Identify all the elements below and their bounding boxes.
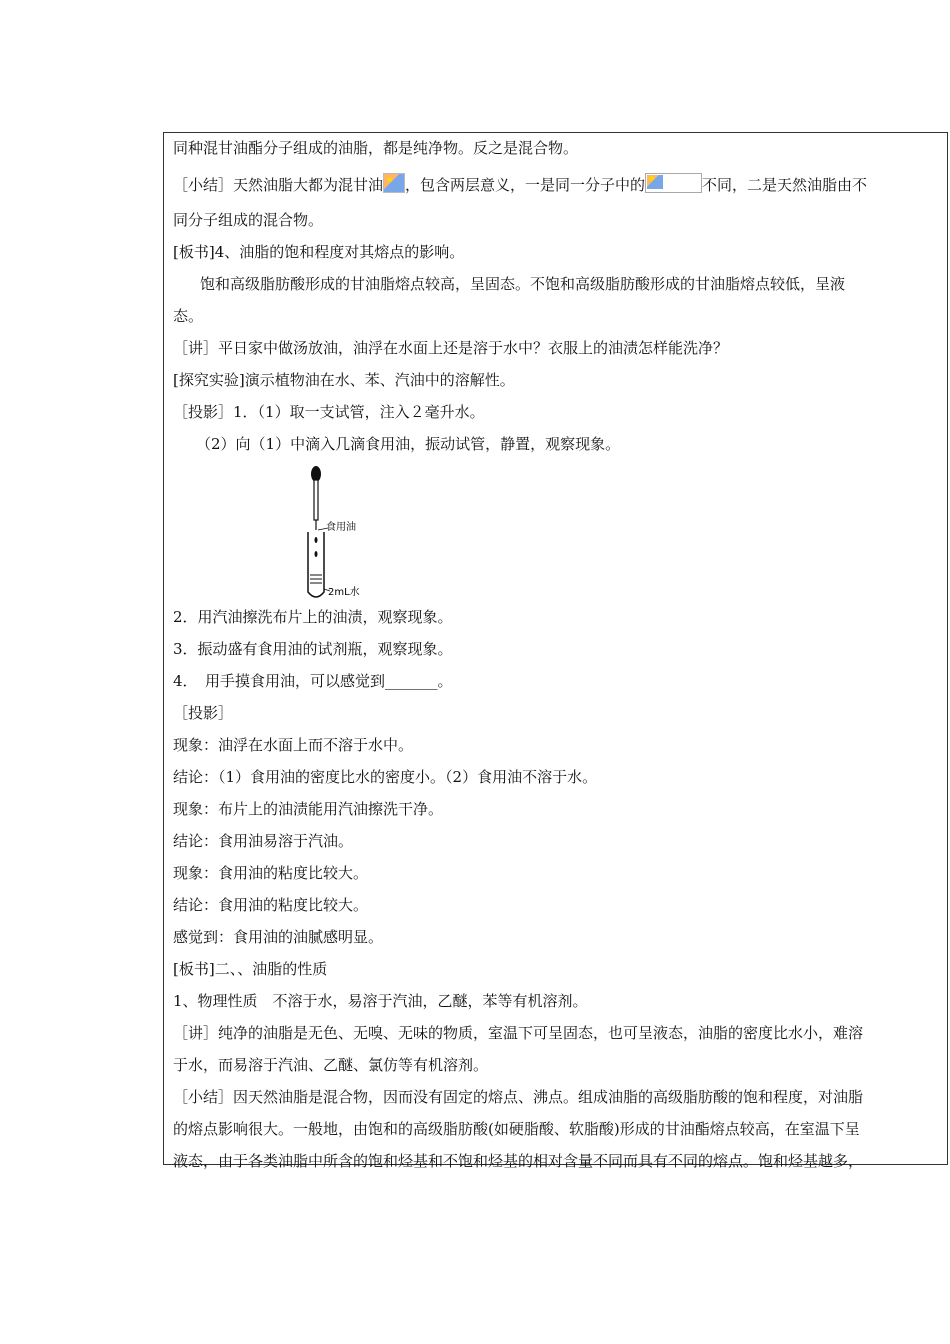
text-line: 1、物理性质 不溶于水，易溶于汽油，乙醚，苯等有机溶剂。	[173, 992, 588, 1010]
text-line: [探究实验]演示植物油在水、苯、汽油中的溶解性。	[173, 371, 515, 389]
text-line: ［讲］平日家中做汤放油，油浮在水面上还是溶于水中？衣服上的油渍怎样能洗净？	[173, 339, 729, 357]
text-line: 2．用汽油擦洗布片上的油渍，观察现象。	[173, 608, 453, 626]
text-line: 3．振动盛有食用油的试剂瓶，观察现象。	[173, 640, 453, 658]
text-line: 4． 用手摸食用油，可以感觉到_______。	[173, 672, 453, 690]
figure-label-oil: 食用油	[326, 522, 356, 533]
text-line: 结论：（1）食用油的密度比水的密度小。（2）食用油不溶于水。	[173, 768, 598, 786]
text-line: 饱和高级脂肪酸形成的甘油脂熔点较高，呈固态。不饱和高级脂肪酸形成的甘油脂熔点较低，呈液	[200, 275, 846, 293]
text-line: [板书]4、油脂的饱和程度对其熔点的影响。	[173, 243, 465, 261]
text-line: ［小结］因天然油脂是混合物，因而没有固定的熔点、沸点。组成油脂的高级脂肪酸的饱和程度，对油脂	[173, 1088, 864, 1106]
text-line: 感觉到：食用油的油腻感明显。	[173, 928, 384, 946]
text-line: 的熔点影响很大。一般地，由饱和的高级脂肪酸(如硬脂酸、软脂酸)形成的甘油酯熔点较高，在室温下呈	[173, 1120, 860, 1138]
text-line: ［投影］	[173, 704, 234, 722]
text-line: （2）向（1）中滴入几滴食用油，振动试管，静置，观察现象。	[196, 435, 621, 453]
text-line: 于水，而易溶于汽油、乙醚、氯仿等有机溶剂。	[173, 1056, 489, 1074]
text-line: 同分子组成的混合物。	[173, 211, 324, 229]
test-tube-figure	[290, 462, 380, 604]
text-line: ［投影］1．（1）取一支试管，注入２毫升水。	[173, 403, 485, 421]
text-line: 态。	[173, 307, 204, 325]
text-line: 现象：油浮在水面上而不溶于水中。	[173, 736, 414, 754]
text-line: 同种混甘油酯分子组成的油脂，都是纯净物。反之是混合物。	[173, 139, 579, 157]
text-line: 结论：食用油的粘度比较大。	[173, 896, 369, 914]
text-line: 液态，由于各类油脂中所含的饱和烃基和不饱和烃基的相对含量不同而具有不同的熔点。饱和烃基越多，	[173, 1152, 864, 1170]
embedded-image-icon	[645, 173, 702, 193]
text-line: ［小结］天然油脂大都为混甘油 ，包含两层意义，一是同一分子中的 不同，二是天然油脂由不	[173, 173, 867, 195]
text-line: 结论：食用油易溶于汽油。	[173, 832, 354, 850]
text-line: 现象：布片上的油渍能用汽油擦洗干净。	[173, 800, 444, 818]
embedded-image-icon	[383, 173, 405, 193]
text-line: ［讲］纯净的油脂是无色、无嗅、无味的物质，室温下可呈固态，也可呈液态，油脂的密度比水小，难溶	[173, 1024, 864, 1042]
figure-label-water: 2mL水	[328, 587, 360, 598]
text-line: [板书]二、、油脂的性质	[173, 960, 328, 978]
text-line: 现象：食用油的粘度比较大。	[173, 864, 369, 882]
